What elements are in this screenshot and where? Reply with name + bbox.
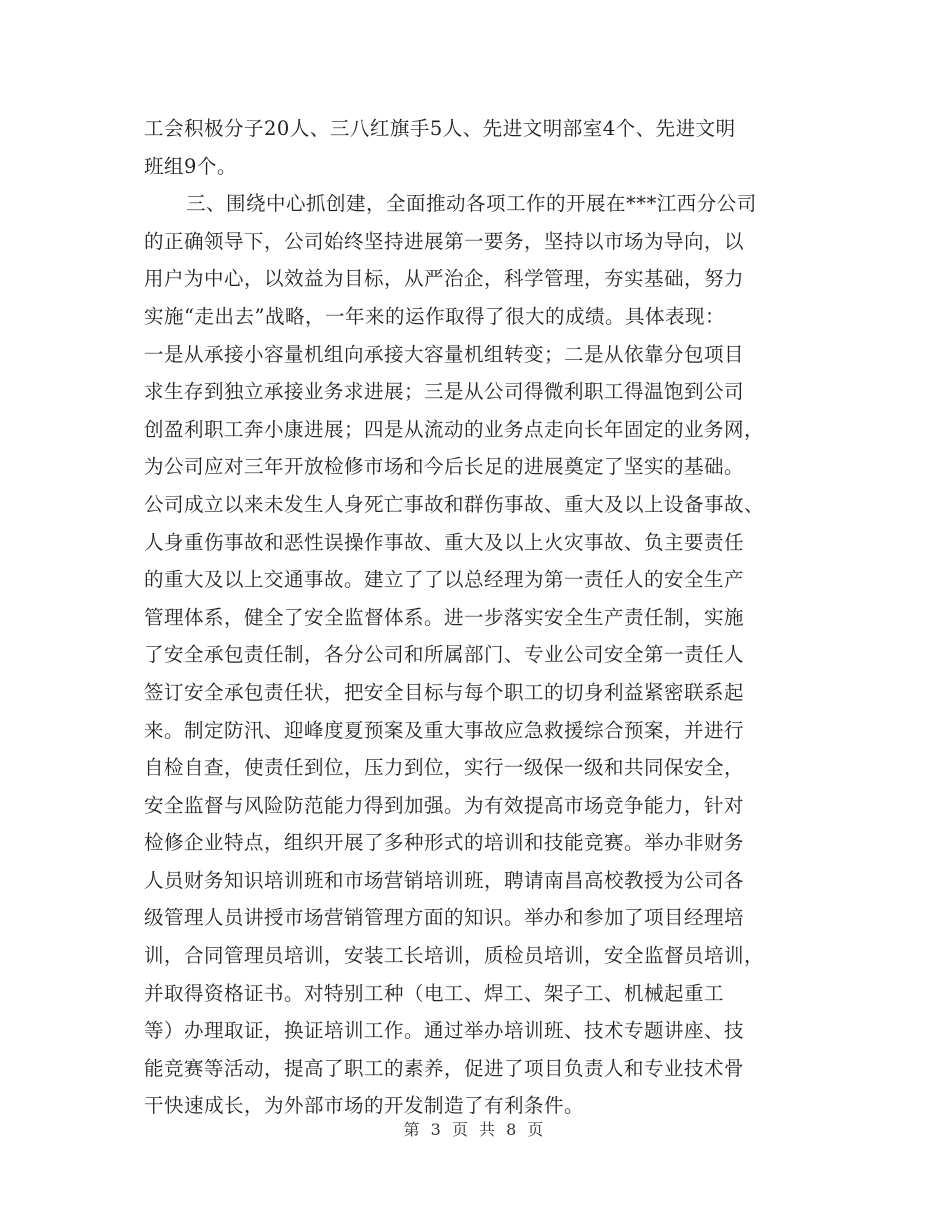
text-line: 检修企业特点，组织开展了多种形式的培训和技能竞赛。举办非财务 <box>144 831 745 855</box>
text-line: 能竞赛等活动，提高了职工的素养，促进了项目负责人和专业技术骨 <box>144 1056 745 1080</box>
text-line: 并取得资格证书。对特别工种（电工、焊工、架子工、机械起重工 <box>144 981 725 1005</box>
text-line: 班组9个。 <box>144 154 237 178</box>
text-line: 管理体系，健全了安全监督体系。进一步落实安全生产责任制，实施 <box>144 605 745 629</box>
text-line: 了安全承包责任制，各分公司和所属部门、专业公司安全第一责任人 <box>144 643 745 667</box>
text-line: 自检自查，使责任到位，压力到位，实行一级保一级和共同保安全， <box>144 756 745 780</box>
text-line: 的重大及以上交通事故。建立了了以总经理为第一责任人的安全生产 <box>144 568 745 592</box>
body-text <box>144 110 824 1125</box>
text-line: 人员财务知识培训班和市场营销培训班，聘请南昌高校教授为公司各 <box>144 868 745 892</box>
section-heading-line: 三、围绕中心抓创建，全面推动各项工作的开展在***江西分公司 <box>186 192 757 216</box>
text-line: 的正确领导下，公司始终坚持进展第一要务，坚持以市场为导向，以 <box>144 229 745 253</box>
text-line: 实施“走出去”战略，一年来的运作取得了很大的成绩。具体表现： <box>144 304 725 328</box>
text-line: 用户为中心，以效益为目标，从严治企，科学管理，夯实基础，努力 <box>144 267 745 291</box>
text-line: 公司成立以来未发生人身死亡事故和群伤事故、重大及以上设备事故、 <box>144 492 765 516</box>
text-line: 等）办理取证，换证培训工作。通过举办培训班、技术专题讲座、技 <box>144 1019 745 1043</box>
text-line: 人身重伤事故和恶性误操作事故、重大及以上火灾事故、负主要责任 <box>144 530 745 554</box>
text-line: 求生存到独立承接业务求进展；三是从公司得微利职工得温饱到公司 <box>144 380 745 404</box>
text-line: 来。制定防汛、迎峰度夏预案及重大事故应急救援综合预案，并进行 <box>144 718 745 742</box>
page-number-footer: 第 3 页 共 8 页 <box>403 1120 547 1139</box>
text-line: 创盈利职工奔小康进展；四是从流动的业务点走向长年固定的业务网， <box>144 417 765 441</box>
text-line: 训，合同管理员培训，安装工长培训，质检员培训，安全监督员培训， <box>144 944 765 968</box>
text-line: 级管理人员讲授市场营销管理方面的知识。举办和参加了项目经理培 <box>144 906 745 930</box>
text-line: 签订安全承包责任状，把安全目标与每个职工的切身利益紧密联系起 <box>144 680 745 704</box>
text-line: 工会积极分子20人、三八红旗手5人、先进文明部室4个、先进文明 <box>144 117 736 140</box>
text-line: 一是从承接小容量机组向承接大容量机组转变；二是从依靠分包项目 <box>144 342 745 366</box>
text-line: 干快速成长，为外部市场的开发制造了有利条件。 <box>144 1094 585 1118</box>
text-line: 为公司应对三年开放检修市场和今后长足的进展奠定了坚实的基础。 <box>144 455 745 479</box>
text-line: 安全监督与风险防范能力得到加强。为有效提高市场竞争能力，针对 <box>144 793 745 817</box>
